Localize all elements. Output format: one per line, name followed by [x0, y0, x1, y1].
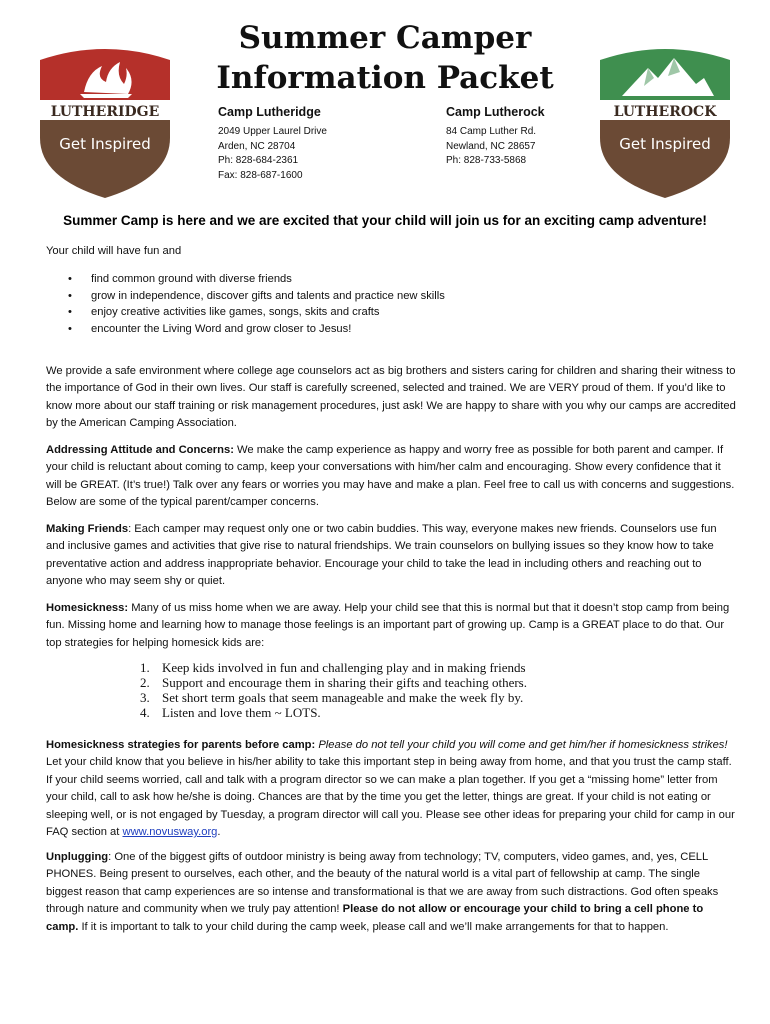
lutheridge-logo [36, 38, 174, 200]
safe-environment-paragraph: We provide a safe environment where college age counselors act as big brothers and sisters caring for children and sharing their witness to the importance of God in their own lives. Our staff is carefully screened, selected and trained. We are VERY proud of them. If you’d like to know more about our staff training or risk management procedures, just ask! We are happy to share with you why our camps are accredited by the American Camping Association. [46, 365, 736, 430]
homesick-tips-list [136, 660, 636, 720]
attitude-label: Addressing Attitude and Concerns: [46, 444, 234, 456]
lutherock-logo [596, 38, 734, 200]
list-item: 2. Support and encourage them in sharing their gifts and teaching others. [140, 675, 527, 690]
list-item: • grow in independence, discover gifts and talents and practice new skills [68, 289, 445, 302]
homesickness-label: Homesickness: [46, 602, 129, 614]
fun-list [46, 271, 646, 337]
headline: Summer Camp is here and we are excited that your child will join us for an exciting camp adventure! [63, 213, 707, 228]
list-item: 4. Listen and love them ~ LOTS. [140, 705, 321, 720]
list-item: 1. Keep kids involved in fun and challenging play and in making friends [140, 660, 526, 675]
list-item: • find common ground with diverse friends [68, 273, 292, 285]
lutheridge-shield-icon [36, 38, 174, 200]
svg-text:LUTHEROCK: LUTHEROCK [613, 104, 717, 120]
svg-text:Get Inspired: Get Inspired [59, 135, 151, 153]
unplugging-label: Unplugging [46, 851, 109, 863]
svg-text:LUTHERIDGE: LUTHERIDGE [50, 104, 160, 120]
camp-name: Camp Lutherock [446, 105, 545, 119]
fax-line: Fax: 828-687-1600 [218, 169, 303, 181]
intro-text: Your child will have fun and [46, 245, 182, 257]
phone-line: Ph: 828-684-2361 [218, 155, 299, 166]
camp-name: Camp Lutheridge [218, 105, 321, 119]
camp-lutheridge-address [218, 104, 327, 183]
attitude-paragraph: Addressing Attitude and Concerns: We make the camp experience as happy and worry free as possible for both parent and camper. If your child is reluctant about coming to camp, keep your conversations with him/her calm and encouraging. Show every confidence that it will be GREAT. (It’s true!) Talk over any fears or worries you may have and make a plan. Feel free to call us with concerns and suggestions. Below are some of the typical parent/camper concerns. [46, 444, 735, 509]
title-line-1: Summer Camper [238, 20, 532, 56]
svg-text:Get Inspired: Get Inspired [619, 135, 711, 153]
website-link[interactable]: www.novusway.org [122, 826, 218, 839]
phone-line: Ph: 828-733-5868 [446, 155, 527, 166]
lutherock-shield-icon [596, 38, 734, 200]
friends-paragraph: Making Friends: Each camper may request only one or two cabin buddies. This way, everyone makes new friends. Counselors use fun and inclusive games and activities that give rise to natural friendships. We train counselors on bullying issues so they know how to take preventative action and address inappropriate behavior. Encourage your child to take the lead in including others and reaching out to anyone who may seem shy or quiet. [46, 523, 717, 588]
address-line: 2049 Upper Laurel Drive [218, 126, 327, 137]
page-title [210, 18, 560, 98]
strategies-label: Homesickness strategies for parents before camp: [46, 739, 316, 751]
friends-label: Making Friends [46, 523, 129, 535]
address-line: 84 Camp Luther Rd. [446, 126, 537, 137]
list-item: • enjoy creative activities like games, songs, skits and crafts [68, 306, 380, 318]
list-item: • encounter the Living Word and grow closer to Jesus! [68, 322, 352, 335]
unplugging-paragraph: Unplugging: One of the biggest gifts of outdoor ministry is being away from technology; TV, computers, video games, and, yes, CELL PHONES. Being present to ourselves, each other, and the beauty of the natural world is a vital part of fellowship at camp. The single biggest reason that camp experiences are so intense and transformational is that we are away from such distractions. God often speaks through nature and community when we truly pay attention! Please do not allow or encourage your child to bring a cell phone to camp. If it is important to talk to your child during the camp week, please call and we’ll make arrangements for that to happen. [46, 851, 719, 933]
address-line: Arden, NC 28704 [218, 140, 296, 152]
list-item: 3. Set short term goals that seem manageable and make the week fly by. [140, 690, 524, 705]
homesickness-paragraph: Homesickness: Many of us miss home when we are away. Help your child see that this is normal but that it doesn’t stop camp from being fun. Missing home and learning how to manage those feelings is an important part of growing up. Camp is a GREAT place to do that. Our top strategies for helping homesick kids are: [46, 602, 730, 649]
strategies-paragraph: Homesickness strategies for parents before camp: Please do not tell your child you will come and get him/her if homesickness strikes! Let your child know that you believe in his/her ability to take this important step in being away from home, and that you trust the camp staff. If your child seems worried, call and talk with a program director so we can make a plan together. If you get a “missing home” letter from your child, call to ask how he/she is doing. Chances are that by the time you get the letter, things are great. If your child is not eating or sleeping well, or is not engaged by Tuesday, a program director will call you. Please see other ideas for preparing your child for camp in our FAQ section at www.novusway.org. [46, 739, 735, 839]
title-line-2: Information Packet [216, 60, 554, 96]
strategies-italic: Please do not tell your child you will come and get him/her if homesickness strikes! [315, 739, 728, 751]
camp-lutherock-address [446, 104, 545, 169]
address-line: Newland, NC 28657 [446, 140, 536, 152]
cell-phone-warning: Please do not allow or encourage your child to bring a cell phone to camp. [46, 903, 704, 933]
